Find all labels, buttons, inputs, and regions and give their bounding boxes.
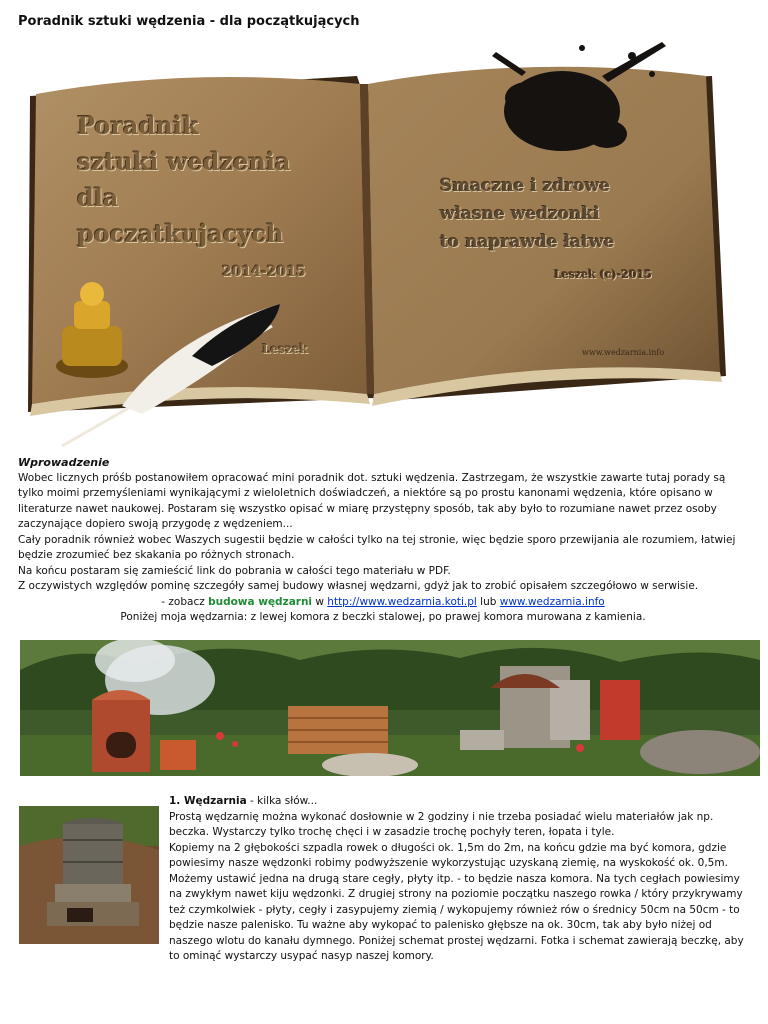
book-title-line: dla [77, 183, 119, 212]
budowa-wedzarni-link[interactable]: budowa wędzarni [208, 595, 313, 608]
book-url: www.wedzarnia.info [582, 348, 665, 357]
page-title: Poradnik sztuki wędzenia - dla początkujących [18, 14, 360, 29]
book-slogan-line: Smaczne i zdrowe [440, 176, 611, 196]
see-prefix: - zobacz [161, 595, 209, 608]
intro-heading: Wprowadzenie [18, 456, 110, 469]
book-author-right: Leszek (c)-2015 [554, 268, 652, 281]
intro-section [18, 455, 748, 626]
section-1 [169, 794, 755, 965]
intro-paragraph: Cały poradnik również wobec Waszych sugestii będzie w całości tylko na tej stronie, więc będzie sporo przewijania ale rozumiem, łatwiej będzie zrozumieć bez skakania po różnych stronach. [18, 533, 736, 561]
book-title-line: sztuki wedzenia [77, 147, 291, 176]
section-1-title: 1. Wędzarnia [169, 795, 247, 807]
smokehouse-panorama-photo [20, 640, 760, 776]
book-title-line: Poradnik [77, 111, 199, 140]
intro-paragraph: Z oczywistych względów pominę szczegóły samej budowy własnej wędzarni, gdyż jak to zrobić opisałem szczegółowo w serwisie. [18, 580, 699, 592]
intro-paragraph: Na końcu postaram się zamieścić link do pobrania w całości tego materiału w PDF. [18, 564, 451, 577]
photo-caption: Poniżej moja wędzarnia: z lewej komora z beczki stalowej, po prawej komora murowana z kamienia. [120, 611, 646, 623]
section-1-subtitle: - kilka słów... [246, 795, 318, 807]
intro-paragraph: Wobec licznych próśb postanowiłem opracować mini poradnik dot. sztuki wędzenia. Zastrzegam, że wszystkie zawarte tutaj porady są tylko moimi przemyśleniami wynikającymi z wieloletnich doświadczeń, a niektóre są po prostu kanonami wędzenia, które opisano w literaturze nawet naukowej. Postaram się wszystko opisać w miarę przystępny sposób, tak aby było to rozumiane nawet przez osoby zaczynające dopiero swoją przygodę z wędzeniem... [18, 471, 726, 530]
book-slogan-line: własne wedzonki [440, 204, 600, 224]
simple-smokehouse-photo [19, 806, 159, 944]
book-hero-image [22, 36, 740, 456]
book-years: 2014-2015 [222, 264, 306, 280]
book-slogan-line: to naprawde łatwe [440, 232, 615, 252]
see-also-line [18, 595, 748, 611]
book-author-left: Leszek [262, 342, 308, 356]
section-1-paragraph: Kopiemy na 2 głębokości szpadla rowek o długości ok. 1,5m do 2m, na końcu gdzie ma być komora, gdzie powiesimy nasze wędzonki robimy podwyższenie wykorzystując uzyskaną ziemię, na wyskokość ok. 0,5m. Możemy ustawić jedna na drugą stare cegły, płyty itp. - to będzie nasza komora. Na tych cegłach powiesimy na zwykłym nawet kiju wędzonki. Z drugiej strony na poziomie początku naszego rowka / który przykrywamy też czymkolwiek - płyty, cegły i zasypujemy ziemią / wykopujemy również rów o średnicy 50cm na 50cm - to będzie nasze palenisko. Tu ważne aby wykopać to palenisko głębsze na ok. 30cm, tak aby było niżej od naszego wlotu do kanału dymnego. Poniżej schemat prostej wędzarni. Fotka i schemat zawierają beczkę, aby to ominąć wystarczy usypać nasyp naszej komory. [169, 841, 744, 962]
section-1-paragraph: Prostą wędzarnię można wykonać dosłownie w 2 godziny i nie trzeba posiadać wielu materiałów jak np. beczka. Wystarczy tylko trochę chęci i w zasadzie trochę pochyły teren, łopata i tyle. [169, 810, 714, 838]
wedzarnia-koti-link[interactable]: http://www.wedzarnia.koti.pl [327, 595, 477, 608]
book-title-line: poczatkujacych [77, 219, 284, 248]
see-or: lub [476, 595, 500, 608]
section-1-heading [169, 794, 755, 810]
wedzarnia-info-link[interactable]: www.wedzarnia.info [499, 595, 605, 608]
see-mid: w [312, 595, 328, 608]
